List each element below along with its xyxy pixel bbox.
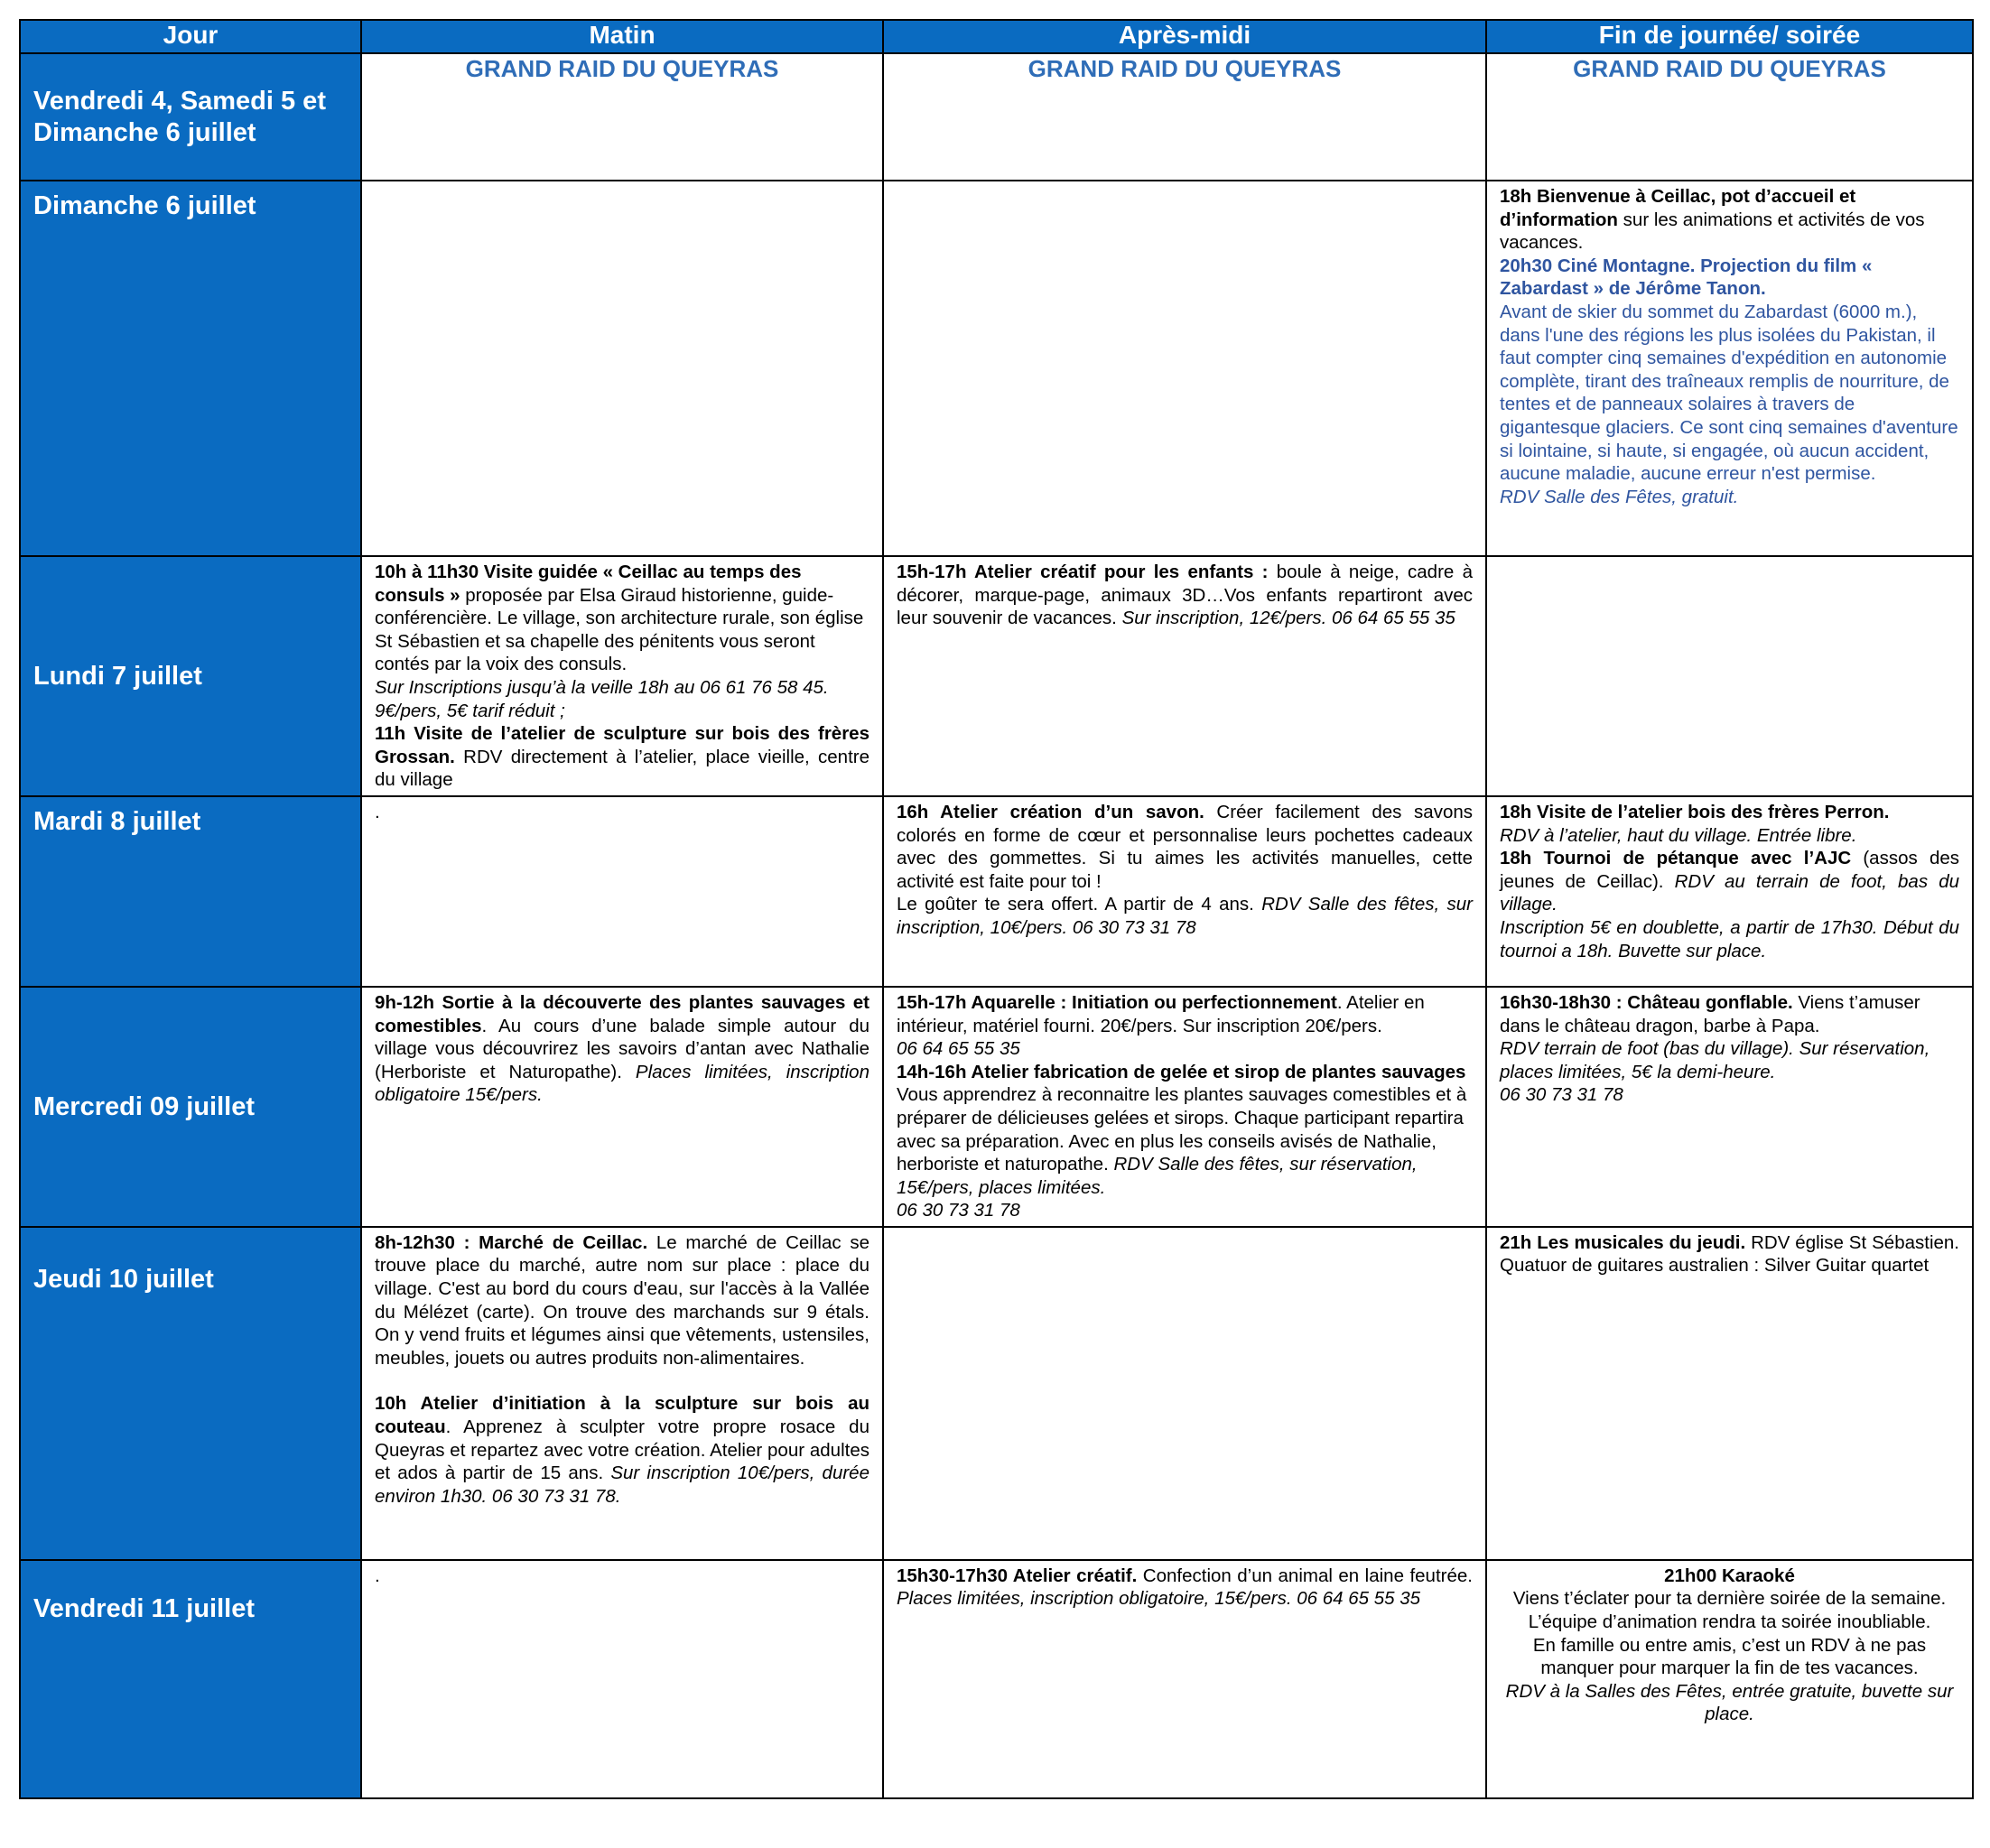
event-title: 16h Atelier création d’un savon. (897, 801, 1204, 822)
event-cell (1486, 796, 1973, 987)
event-title: 18h Visite de l’atelier bois des frères Perron. (1500, 801, 1890, 822)
table-row (20, 181, 1973, 556)
table-row (20, 556, 1973, 796)
event-info: RDV Salle des Fêtes, gratuit. (1500, 486, 1739, 507)
event-info: Sur inscription 10€/pers, durée environ 1h30. 06 30 73 31 78. (375, 1463, 869, 1507)
table-row (20, 796, 1973, 987)
event-info: Inscription 5€ en doublette, a partir de 17h30. Début du tournoi a 18h. Buvette sur place. (1500, 916, 1959, 961)
event-title: 16h30-18h30 : Château gonflable. (1500, 991, 1793, 1013)
event-title: 21h00 Karaoké (1664, 1565, 1795, 1586)
table-row (20, 1227, 1973, 1560)
event-text: boule à neige, cadre à décorer, marque-page, animaux 3D…Vos enfants repartiront avec leur souvenir de vacances. (897, 562, 1473, 629)
event-title: 15h-17h Atelier créatif pour les enfants : (897, 562, 1269, 582)
event-text: En famille ou entre amis, c’est un RDV à ne pas manquer pour marquer la fin de tes vacances. (1532, 1634, 1927, 1679)
event-title: 18h Tournoi de pétanque avec l’AJC (1500, 848, 1852, 869)
header-row (20, 20, 1973, 53)
event-title: 10h à 11h30 Visite guidée « Ceillac au temps des consuls » (375, 562, 802, 606)
event-cell (1486, 1560, 1973, 1798)
event-cell (1486, 181, 1973, 556)
header-evening: Fin de journée/ soirée (1486, 20, 1973, 53)
event-text: Créer facilement des savons colorés en forme de cœur et personnalise leurs pochettes cadeaux avec des gommettes. Si tu aimes les activités manuelles, cette activité est faite pour toi ! (897, 801, 1473, 892)
event-info: RDV au terrain de foot, bas du village. (1500, 870, 1959, 915)
event-cell (361, 1227, 883, 1560)
event-cell (883, 1227, 1486, 1560)
event-cell: . (361, 796, 883, 987)
event-title: 9h-12h Sortie à la découverte des plantes sauvages et comestibles (375, 991, 869, 1036)
event-text: Confection d’un animal en laine feutrée. (1137, 1565, 1473, 1586)
event-cell: GRAND RAID DU QUEYRAS (883, 53, 1486, 181)
day-cell: Mardi 8 juillet (20, 796, 361, 987)
event-info: RDV terrain de foot (bas du village). Sur réservation, places limitées, 5€ la demi-heure. (1500, 1038, 1930, 1082)
event-title: 10h Atelier d’initiation à la sculpture sur bois au couteau (375, 1393, 869, 1438)
event-text: sur les animations et activités de vos vacances. (1500, 209, 1925, 254)
event-text: . Atelier en intérieur, matériel fourni. 20€/pers. Sur inscription 20€/pers. (897, 991, 1425, 1036)
day-cell: Vendredi 11 juillet (20, 1560, 361, 1798)
event-text: Vous apprendrez à reconnaitre les plantes sauvages comestibles et à préparer de délicieuses gelées et sirops. Chaque participant repartira avec sa préparation. Avec en plus les conseils avisés de Nathalie, herboriste et naturopathe. (897, 1084, 1467, 1175)
event-text: L’équipe d’animation rendra ta soirée inoubliable. (1528, 1611, 1931, 1633)
event-cell (883, 556, 1486, 796)
event-title: 11h Visite de l’atelier de sculpture sur bois des frères Grossan. (375, 723, 869, 767)
event-text: Le marché de Ceillac se trouve place du marché, autre nom sur place : place du village. C'est au bord du cours d'eau, sur l'accès à la Vallée du Mélézet (carte). On trouve des marchands sur 9 étals. On y vend fruits et légumes ainsi que vêtements, ustensiles, meubles, jouets ou autres produits non-alimentaires. (375, 1231, 869, 1369)
event-info: 06 30 73 31 78 (1500, 1084, 1623, 1106)
event-cell (361, 556, 883, 796)
event-cell (1486, 556, 1973, 796)
event-title: 21h Les musicales du jeudi. (1500, 1231, 1746, 1253)
event-info: Places limitées, inscription obligatoire, 15€/pers. 06 64 65 55 35 (897, 1588, 1421, 1610)
event-title: 15h30-17h30 Atelier créatif. (897, 1565, 1138, 1586)
event-text: Viens t’éclater pour ta dernière soirée de la semaine. (1512, 1588, 1947, 1610)
header-day: Jour (20, 20, 361, 53)
event-title: 15h-17h Aquarelle : Initiation ou perfectionnement (897, 991, 1337, 1013)
event-info: Sur inscription, 12€/pers. 06 64 65 55 35 (1121, 608, 1455, 629)
event-info: RDV à l’atelier, haut du village. Entrée libre. (1500, 824, 1857, 846)
schedule-table (19, 19, 1974, 1799)
event-text: Avant de skier du sommet du Zabardast (6000 m.), dans l'une des régions les plus isolées du Pakistan, il faut compter cinq semaines d'expédition en autonomie complète, tirant des traîneaux remplis de nourriture, de tentes et de panneaux solaires à travers de gigantesque glaciers. Ce sont cinq semaines d'aventure si lointaine, si haute, si engagée, où aucun accident, aucune maladie, aucune erreur n'est permise. (1500, 301, 1958, 485)
table-row (20, 987, 1973, 1227)
event-cell (1486, 1227, 1973, 1560)
header-morning: Matin (361, 20, 883, 53)
event-info: 06 30 73 31 78 (897, 1200, 1020, 1221)
event-title: 20h30 Ciné Montagne. Projection du film « Zabardast » de Jérôme Tanon. (1500, 255, 1873, 300)
event-text: Viens t’amuser dans le château dragon, barbe à Papa. (1500, 991, 1920, 1036)
day-cell: Lundi 7 juillet (20, 556, 361, 796)
day-cell: Jeudi 10 juillet (20, 1227, 361, 1560)
event-info: 06 64 65 55 35 (897, 1038, 1020, 1060)
event-cell (883, 1560, 1486, 1798)
event-cell (883, 181, 1486, 556)
event-cell (1486, 987, 1973, 1227)
event-cell: GRAND RAID DU QUEYRAS (361, 53, 883, 181)
table-row (20, 53, 1973, 181)
day-cell: Vendredi 4, Samedi 5 et Dimanche 6 juillet (20, 53, 361, 181)
event-info: RDV Salle des fêtes, sur réservation, 15€/pers, places limitées. (897, 1154, 1418, 1198)
event-title: 8h-12h30 : Marché de Ceillac. (375, 1231, 648, 1253)
event-text: RDV église St Sébastien. Quatuor de guitares australien : Silver Guitar quartet (1500, 1231, 1959, 1277)
event-cell: . (361, 1560, 883, 1798)
event-text: . Au cours d’une balade simple autour du village vous découvrirez les savoirs d’antan avec Nathalie (Herboriste et Naturopathe). (375, 1015, 869, 1082)
header-afternoon: Après-midi (883, 20, 1486, 53)
event-text: proposée par Elsa Giraud historienne, guide-conférencière. Le village, son architecture rurale, son église St Sébastien et sa chapelle des pénitents vous seront contés par la voix des consuls. (375, 584, 864, 675)
event-info: Sur Inscriptions jusqu’à la veille 18h au 06 61 76 58 45. 9€/pers, 5€ tarif réduit ; (375, 676, 829, 721)
event-info: RDV Salle des fêtes, sur inscription, 10€/pers. 06 30 73 31 78 (897, 894, 1473, 938)
day-cell: Dimanche 6 juillet (20, 181, 361, 556)
table-row (20, 1560, 1973, 1798)
event-cell (883, 796, 1486, 987)
day-cell: Mercredi 09 juillet (20, 987, 361, 1227)
event-cell: GRAND RAID DU QUEYRAS (1486, 53, 1973, 181)
event-cell (361, 987, 883, 1227)
event-title: 14h-16h Atelier fabrication de gelée et sirop de plantes sauvages (897, 1061, 1466, 1082)
event-text: (assos des jeunes de Ceillac). (1500, 848, 1959, 892)
event-info: Places limitées, inscription obligatoire 15€/pers. (375, 1061, 869, 1106)
event-title: 18h Bienvenue à Ceillac, pot d’accueil et d’information (1500, 186, 1856, 230)
event-cell (883, 987, 1486, 1227)
event-cell (361, 181, 883, 556)
event-text: RDV directement à l’atelier, place vieille, centre du village (375, 746, 869, 791)
event-text: Le goûter te sera offert. A partir de 4 ans. (897, 894, 1262, 915)
event-info: RDV à la Salles des Fêtes, entrée gratuite, buvette sur place. (1505, 1680, 1954, 1725)
event-text: . Apprenez à sculpter votre propre rosace du Queyras et repartez avec votre création. Atelier pour adultes et ados à partir de 15 ans. (375, 1416, 869, 1484)
